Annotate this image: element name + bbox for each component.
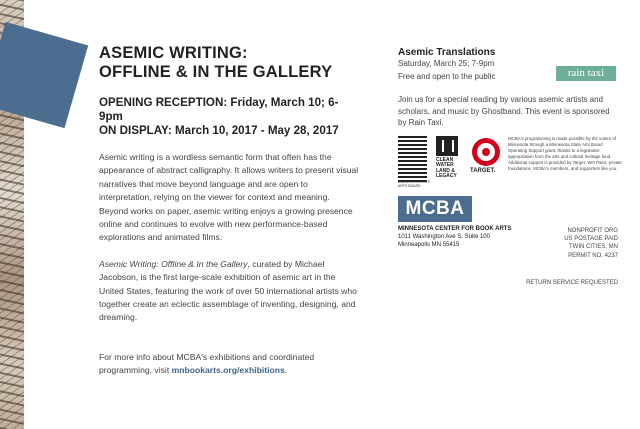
return-service: RETURN SERVICE REQUESTED <box>526 280 618 286</box>
mcba-logo: MCBA <box>398 196 472 222</box>
curator-text: , curated by Michael Jacobson, is the first large-scale exhibition of asemic art in the United States, featuring the work of over 50 international artists who together create an eclectic assemblage of inventing, designing, and dreaming. <box>99 258 357 323</box>
postage-indicia <box>560 227 618 260</box>
more-info <box>99 351 359 377</box>
target-bullseye-icon <box>472 138 500 166</box>
clean-water-logo <box>436 136 462 182</box>
address-org: MINNESOTA CENTER FOR BOOK ARTS <box>398 226 512 232</box>
clean-water-mark-icon <box>436 136 458 156</box>
on-display-dates: ON DISPLAY: March 10, 2017 - May 28, 2017 <box>99 124 339 137</box>
postage-line-4: PERMIT NO. 4237 <box>568 252 618 259</box>
address-city: Minneapolis MN 55415 <box>398 242 460 249</box>
reception-dates <box>99 96 361 138</box>
sponsor-logos <box>398 136 620 186</box>
funding-statement: MCBA's programming is made possible by the voters of Minnesota through a Minnesota State Arts Board Operating Support grant, thanks to a legislative appropriation from the arts and cultural heritage fund. Additional support is provided by Target, Wet Paint, private foundations, MCBA's members, and supporters like you. <box>508 136 622 171</box>
more-info-end: . <box>284 365 288 375</box>
postage-line-2: US POSTAGE PAID <box>564 236 618 243</box>
arts-board-caption: MINNESOTA STATE ARTS BOARD <box>398 180 431 188</box>
title-line-2: OFFLINE & IN THE GALLERY <box>99 63 333 81</box>
description-paragraph: Asemic writing is a wordless semantic form that often has the appearance of abstract calligraphy. It allows writers to present visual narratives that move beyond language and are open to interpretation, relying on the viewer for context and meaning. Beyond works on paper, asemic writing enjoys a growing presence online and continues to evolve with new performance-based explorations and animated films. <box>99 152 359 243</box>
exhibition-info <box>99 44 361 325</box>
curator-paragraph <box>99 258 361 325</box>
exhibitions-link[interactable]: mnbookarts.org/exhibitions <box>171 365 285 375</box>
event-admission: Free and open to the public <box>398 72 496 81</box>
exhibition-title-italic: Asemic Writing: Offline & In the Gallery <box>99 258 248 269</box>
mailing-address <box>398 225 548 250</box>
water-line-3: LAND & <box>436 167 455 174</box>
more-info-text: For more info about MCBA's exhibitions and coordinated programming, visit <box>99 352 315 375</box>
water-line-2: WATER <box>436 162 454 169</box>
water-line-4: LEGACY <box>436 173 457 180</box>
arts-board-logo <box>398 136 427 182</box>
water-line-1: CLEAN <box>436 157 454 163</box>
decorative-blue-square <box>0 22 88 128</box>
event-datetime: Saturday, March 25; 7-9pm <box>398 59 495 68</box>
postage-line-3: TWIN CITIES, MN <box>569 244 618 251</box>
postage-line-1: NONPROFIT ORG <box>567 228 618 234</box>
title-line-1: ASEMIC WRITING: <box>99 44 248 62</box>
exhibition-title <box>99 44 361 82</box>
address-street: 1011 Washington Ave S, Suite 100 <box>398 234 490 241</box>
event-title: Asemic Translations <box>398 47 496 58</box>
opening-reception: OPENING RECEPTION: Friday, March 10; 6-9pm <box>99 96 339 123</box>
event-description: Join us for a special reading by various asemic artists and scholars, and music by Ghostband. This event is sponsored by Rain Taxi. <box>398 95 610 127</box>
rain-taxi-logo: rain taxi <box>556 66 616 81</box>
target-wordmark: TARGET. <box>470 168 496 174</box>
